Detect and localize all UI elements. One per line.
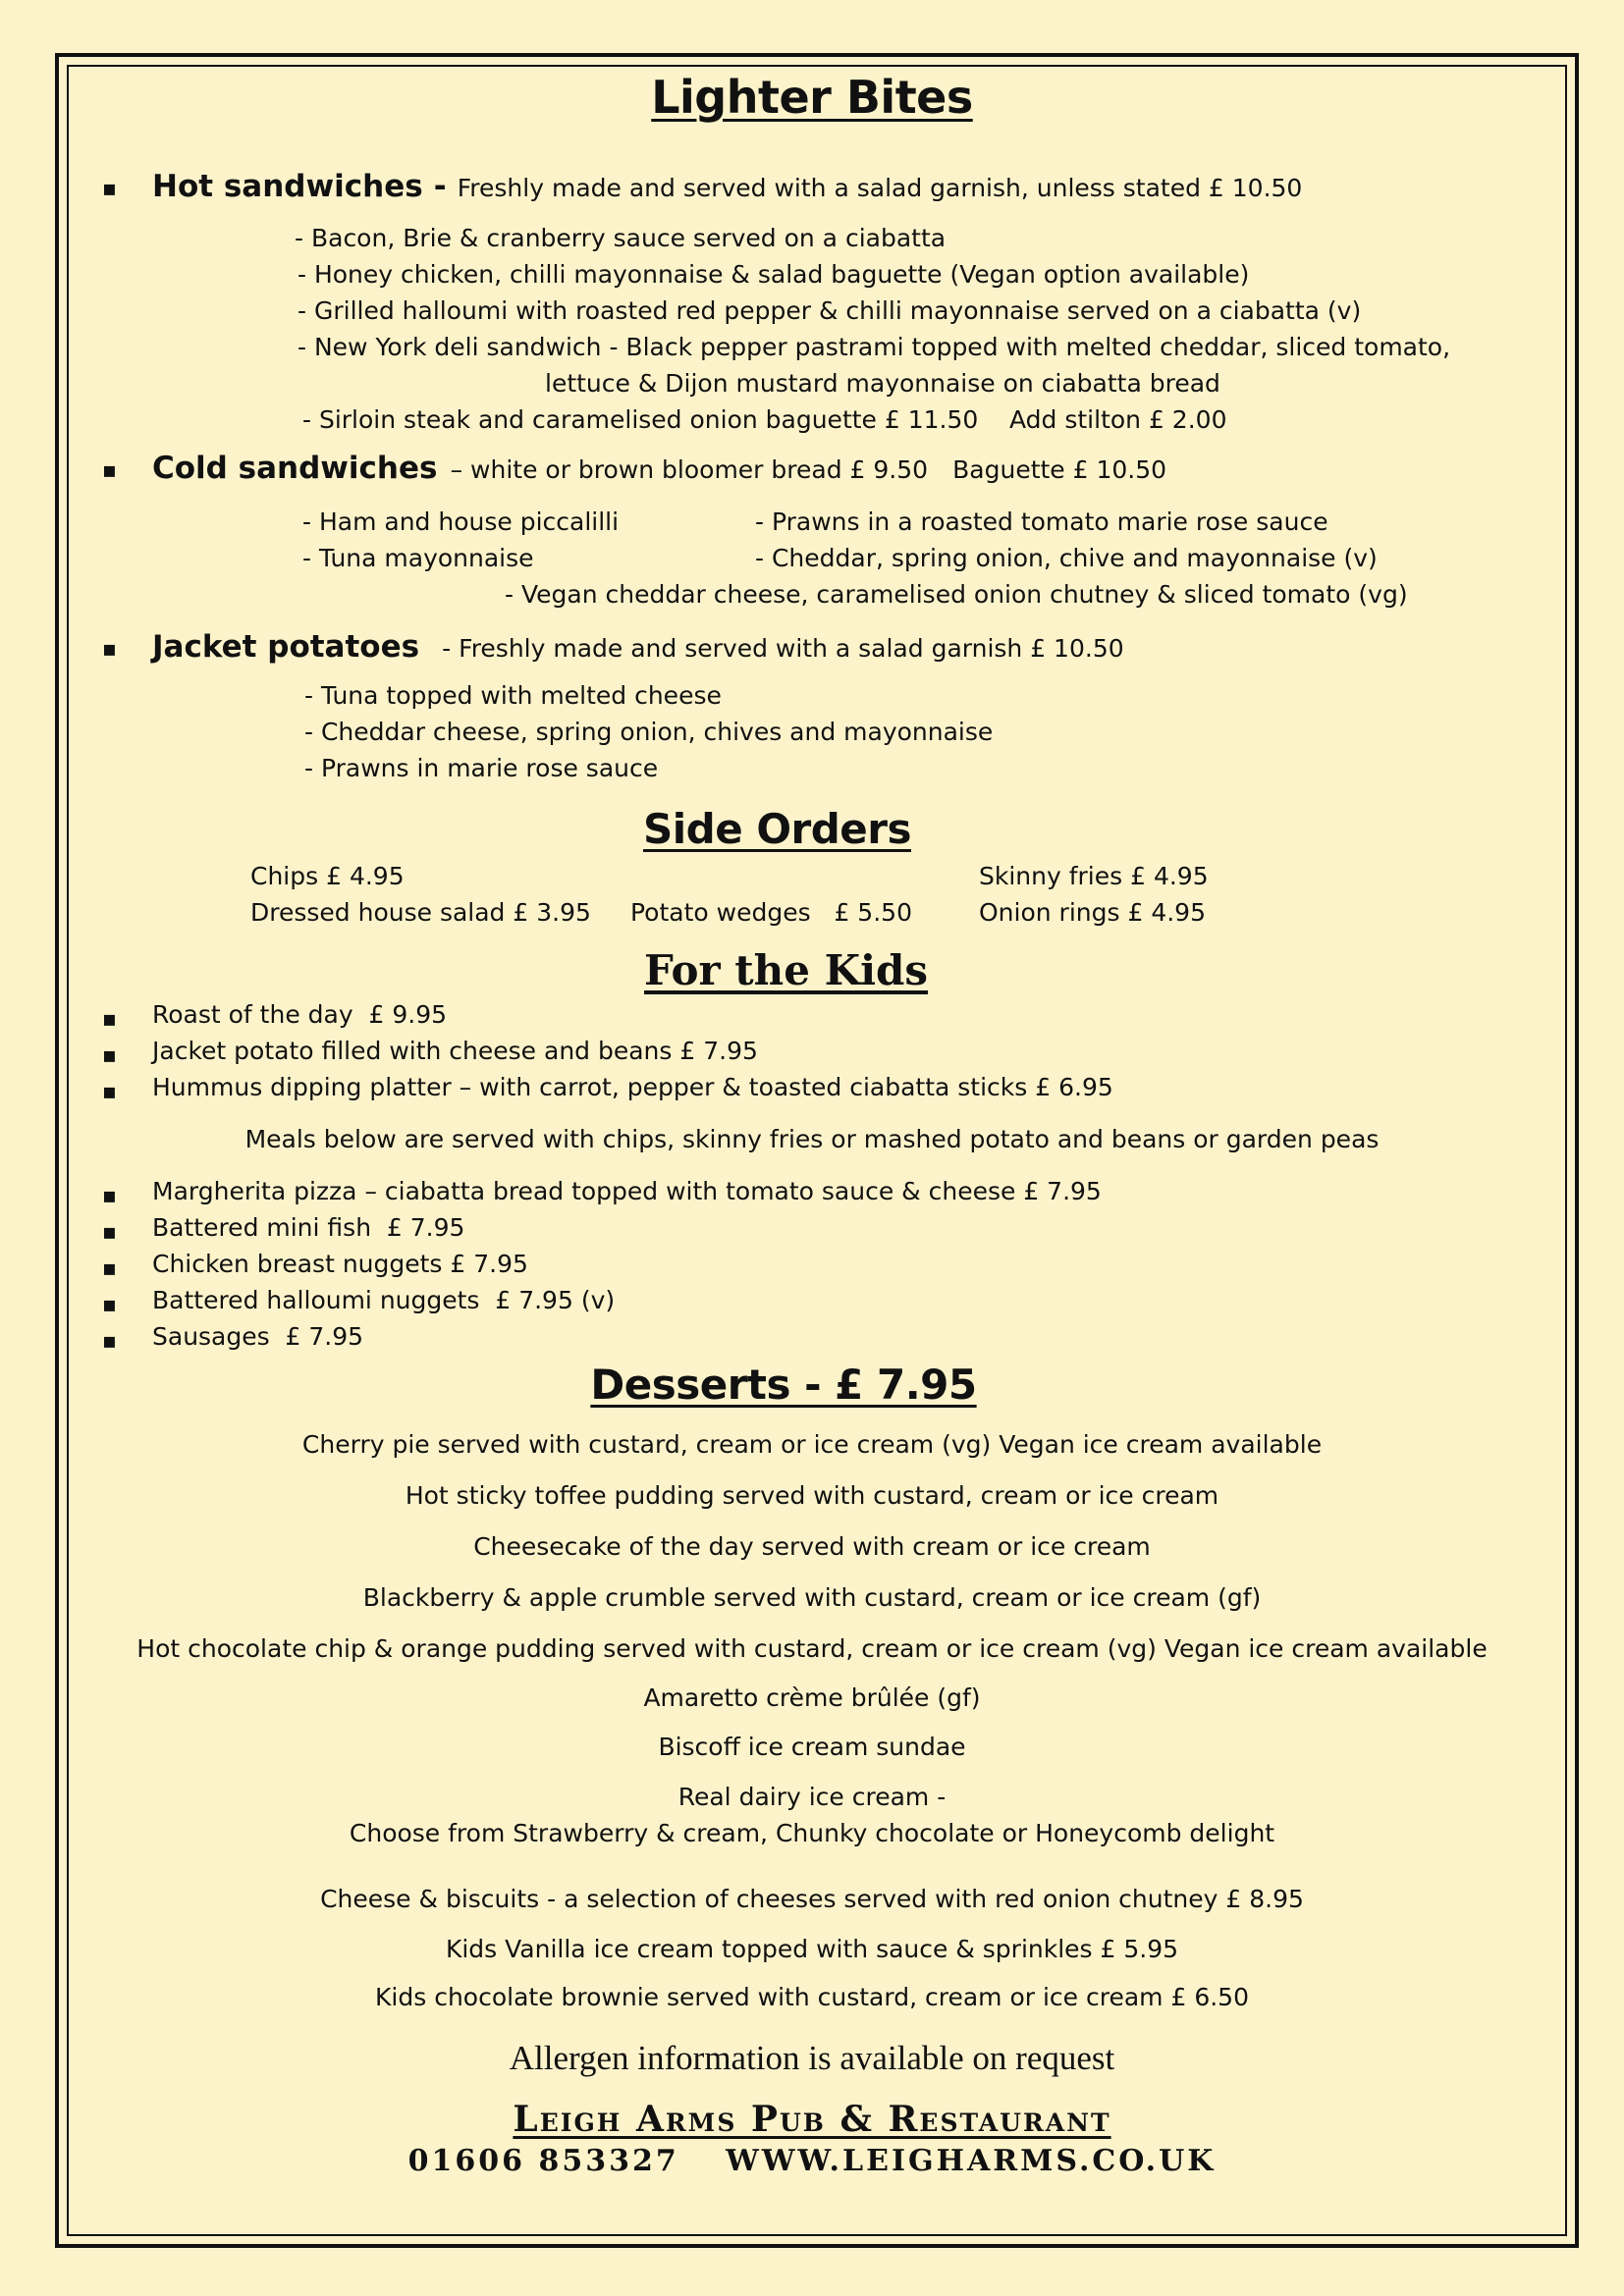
dessert-item: Cherry pie served with custard, cream or ice cream (vg) Vegan ice cream available [301,1430,1323,1459]
cold-sandwiches-desc: – white or brown bloomer bread £ 9.50 [450,455,929,484]
dessert-item: Amaretto crème brûlée (gf) [643,1683,981,1712]
cold-sandwich-item: - Tuna mayonnaise [302,544,534,572]
hot-sandwich-item: - Grilled halloumi with roasted red pepper & chilli mayonnaise served on a ciabatta (v) [298,296,1362,325]
bullet-icon: ▪ [102,1080,117,1104]
side-order-item: Chips £ 4.95 [250,862,405,890]
dessert-item: Kids Vanilla ice cream topped with sauce & sprinkles £ 5.95 [445,1935,1179,1963]
bullet-icon: ▪ [102,1293,117,1317]
bullet-icon: ▪ [102,177,117,201]
side-order-item: Skinny fries £ 4.95 [979,862,1209,890]
hot-sandwich-item: - Bacon, Brie & cranberry sauce served on a ciabatta [295,224,947,252]
dessert-item: Hot sticky toffee pudding served with custard, cream or ice cream [405,1481,1219,1510]
dessert-item: Hot chocolate chip & orange pudding served with custard, cream or ice cream (vg) Vegan ice cream available [136,1634,1488,1663]
pub-name: Leigh Arms Pub & Restaurant [513,2099,1111,2140]
allergen-notice: Allergen information is available on request [509,2039,1115,2077]
bullet-icon: ▪ [102,458,117,483]
cold-sandwich-item: - Prawns in a roasted tomato marie rose sauce [755,507,1328,536]
side-order-item: Potato wedges £ 5.50 [630,898,912,927]
bullet-icon: ▪ [102,637,117,662]
kids-item: Margherita pizza – ciabatta bread topped with tomato sauce & cheese £ 7.95 [152,1177,1102,1205]
cold-sandwich-item: - Cheddar, spring onion, chive and mayonnaise (v) [755,544,1378,572]
cold-sandwiches-heading [152,451,1166,486]
dessert-item: Kids chocolate brownie served with custard, cream or ice cream £ 6.50 [375,1983,1249,2011]
kids-item: Battered mini fish £ 7.95 [152,1213,465,1242]
lighter-bites-title: Lighter Bites [651,71,973,124]
kids-item: Chicken breast nuggets £ 7.95 [152,1250,528,1278]
dessert-item: Biscoff ice cream sundae [658,1733,966,1761]
hot-sandwich-item: - New York deli sandwich - Black pepper pastrami topped with melted cheddar, sliced tomato, [298,333,1451,361]
kids-item: Sausages £ 7.95 [152,1322,364,1351]
hot-sandwich-addon: Add stilton £ 2.00 [1009,405,1227,434]
jacket-potatoes-name: Jacket potatoes [152,629,420,665]
kids-note: Meals below are served with chips, skinny fries or mashed potato and beans or garden peas [244,1125,1380,1153]
dessert-item: Cheese & biscuits - a selection of cheeses served with red onion chutney £ 8.95 [320,1885,1304,1913]
side-order-item: Onion rings £ 4.95 [979,898,1206,927]
kids-item: Battered halloumi nuggets £ 7.95 (v) [152,1286,616,1314]
side-order-item: Dressed house salad £ 3.95 [250,898,591,927]
hot-sandwiches-name: Hot sandwiches [152,169,423,204]
bullet-icon: ▪ [102,1007,117,1032]
desserts-title: Desserts - £ 7.95 [590,1361,977,1409]
jacket-potatoes-desc: - Freshly made and served with a salad garnish £ 10.50 [442,634,1124,663]
cold-sandwiches-name: Cold sandwiches [152,451,438,486]
website-link[interactable]: WWW.LEIGHARMS.CO.UK [726,2144,1217,2178]
jacket-potato-item: - Tuna topped with melted cheese [304,681,722,710]
contact-line [59,2144,1565,2178]
bullet-icon: ▪ [102,1220,117,1245]
kids-item: Jacket potato filled with cheese and beans £ 7.95 [152,1037,758,1065]
dessert-item: Choose from Strawberry & cream, Chunky chocolate or Honeycomb delight [349,1819,1275,1847]
bullet-icon: ▪ [102,1184,117,1208]
hot-sandwich-item: - Sirloin steak and caramelised onion baguette £ 11.50 [302,405,979,434]
bullet-icon: ▪ [102,1329,117,1354]
dessert-item: Cheesecake of the day served with cream or ice cream [473,1532,1151,1561]
jacket-potato-item: - Cheddar cheese, spring onion, chives and mayonnaise [304,718,994,746]
dessert-item: Blackberry & apple crumble served with custard, cream or ice cream (gf) [362,1583,1262,1612]
cold-sandwiches-baguette: Baguette £ 10.50 [952,455,1167,484]
hot-sandwich-item: lettuce & Dijon mustard mayonnaise on ciabatta bread [545,369,1220,398]
phone-number: 01606 853327 [407,2144,679,2178]
jacket-potato-item: - Prawns in marie rose sauce [304,754,659,782]
side-orders-title: Side Orders [643,805,911,853]
bullet-icon: ▪ [102,1043,117,1068]
kids-item: Hummus dipping platter – with carrot, pepper & toasted ciabatta sticks £ 6.95 [152,1073,1113,1101]
cold-sandwich-item: - Vegan cheddar cheese, caramelised onion chutney & sliced tomato (vg) [505,580,1408,609]
kids-item: Roast of the day £ 9.95 [152,1000,448,1029]
hot-sandwiches-desc: Freshly made and served with a salad garnish, unless stated £ 10.50 [457,174,1303,202]
kids-title: For the Kids [644,946,929,994]
jacket-potatoes-heading [152,629,1124,665]
hot-sandwiches-heading [152,169,1302,204]
hot-sandwich-item: - Honey chicken, chilli mayonnaise & salad baguette (Vegan option available) [298,260,1250,289]
cold-sandwich-item: - Ham and house piccalilli [302,507,620,536]
dessert-item: Real dairy ice cream - [677,1783,947,1811]
bullet-icon: ▪ [102,1256,117,1281]
hot-sandwiches-dash: - [433,169,447,204]
